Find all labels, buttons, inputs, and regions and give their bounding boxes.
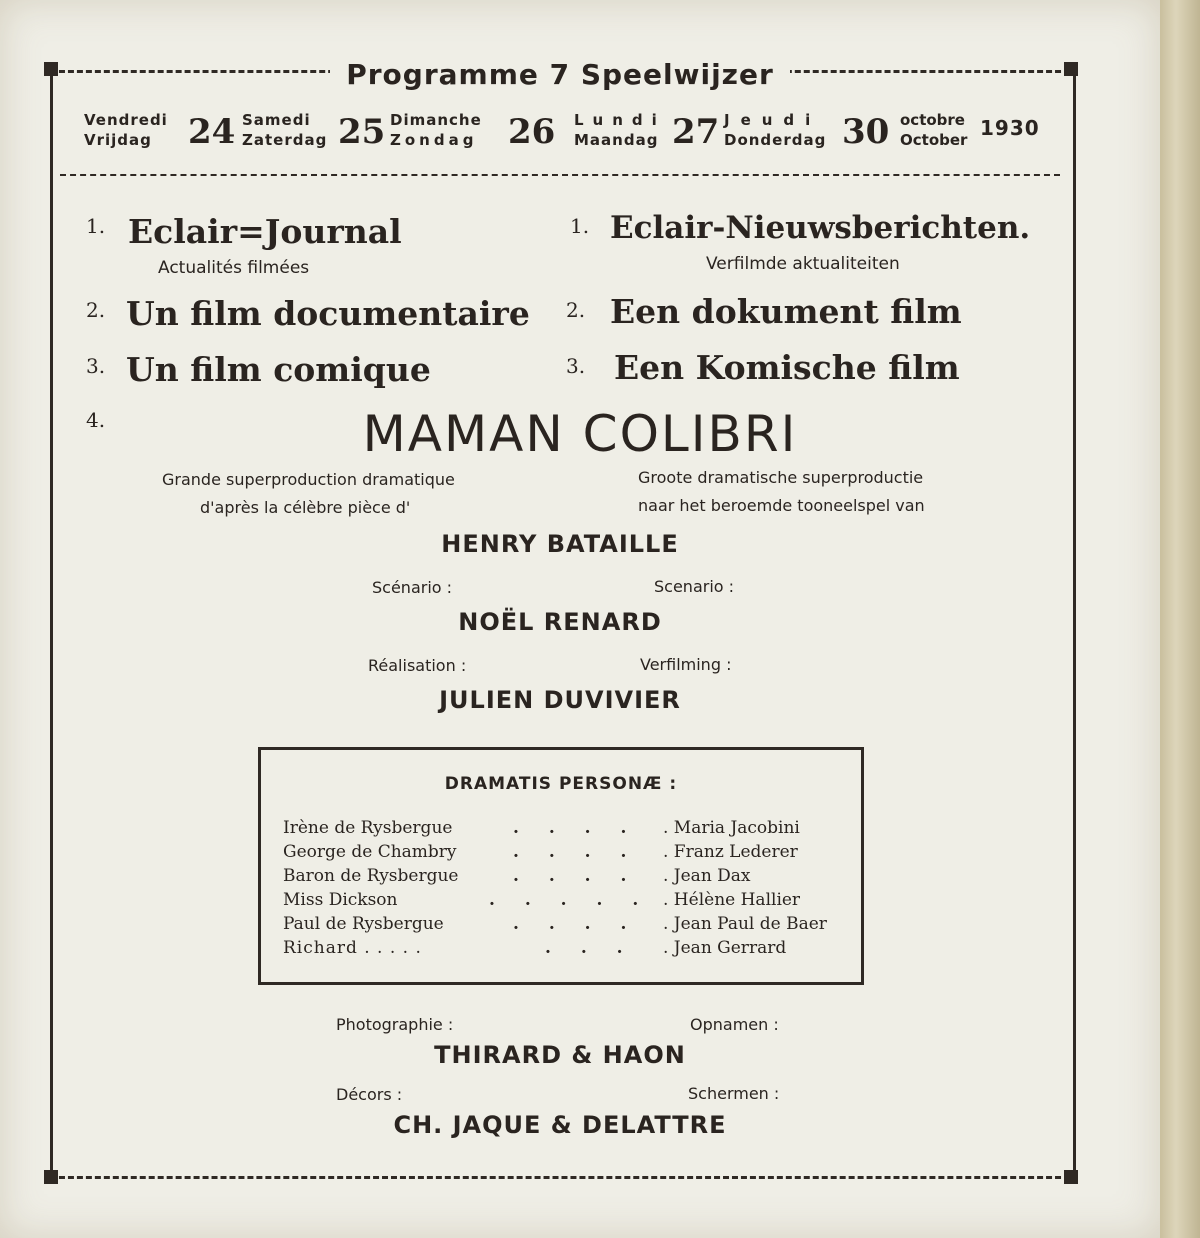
cast-row bbox=[283, 818, 843, 842]
day-nl: Maandag bbox=[574, 131, 659, 149]
photo-label-fr: Photographie : bbox=[336, 1015, 454, 1034]
cast-row bbox=[283, 938, 843, 962]
cast-actor: . Jean Dax bbox=[663, 866, 751, 886]
cast-role: Miss Dickson bbox=[283, 890, 398, 910]
item-number: 2. bbox=[566, 298, 586, 322]
cast-actor: . Jean Paul de Baer bbox=[663, 914, 827, 934]
cast-box bbox=[258, 747, 864, 985]
cast-role: Paul de Rysbergue bbox=[283, 914, 444, 934]
programme-title: Programme 7 Speelwijzer bbox=[330, 58, 790, 91]
item-number: 4. bbox=[86, 408, 106, 432]
item-title-fr: Eclair=Journal bbox=[128, 212, 402, 251]
item-number: 2. bbox=[86, 298, 106, 322]
cast-actor: . Hélène Hallier bbox=[663, 890, 801, 910]
corner-ornament-bottom-left bbox=[44, 1170, 58, 1184]
month-nl: October bbox=[900, 131, 968, 149]
scenario-label-fr: Scénario : bbox=[372, 578, 453, 597]
item-number: 1. bbox=[86, 214, 106, 238]
decor-label-fr: Décors : bbox=[336, 1085, 403, 1104]
feature-desc-fr: Grande superproduction dramatique bbox=[162, 470, 455, 489]
cast-row bbox=[283, 842, 843, 866]
feature-title: MAMAN COLIBRI bbox=[362, 405, 798, 463]
feature-desc-nl: naar het beroemde tooneelspel van bbox=[638, 496, 925, 515]
cast-role: Richard . . . . . bbox=[283, 938, 422, 958]
cast-dots: . . . . bbox=[513, 914, 639, 934]
item-subtitle-nl: Verfilmde aktualiteiten bbox=[706, 254, 900, 274]
cast-actor: . Jean Gerrard bbox=[663, 938, 787, 958]
photographers-name: THIRARD & HAON bbox=[434, 1041, 686, 1069]
header-rule bbox=[60, 174, 1060, 176]
day-nl: Vrijdag bbox=[84, 131, 152, 149]
day-nl: Zondag bbox=[390, 131, 478, 149]
day-nl: Zaterdag bbox=[242, 131, 328, 149]
item-number: 3. bbox=[86, 354, 106, 378]
item-title-fr: Un film documentaire bbox=[126, 294, 530, 333]
cast-dots: . . . . bbox=[513, 842, 639, 862]
direction-label-nl: Verfilming : bbox=[640, 655, 732, 674]
cast-row bbox=[283, 866, 843, 890]
cast-row bbox=[283, 914, 843, 938]
day-fr: Jeudi bbox=[724, 111, 822, 129]
day-fr: Lundi bbox=[574, 111, 666, 129]
direction-label-fr: Réalisation : bbox=[368, 656, 467, 675]
month bbox=[900, 110, 967, 150]
item-number: 3. bbox=[566, 354, 586, 378]
date-number: 25 bbox=[338, 112, 386, 152]
cast-title: DRAMATIS PERSONÆ : bbox=[444, 774, 678, 794]
day-nl: Donderdag bbox=[724, 131, 827, 149]
item-subtitle-fr: Actualités filmées bbox=[158, 258, 310, 278]
date-number: 27 bbox=[672, 112, 720, 152]
cast-role: Irène de Rysbergue bbox=[283, 818, 453, 838]
author-name: HENRY BATAILLE bbox=[441, 530, 679, 558]
day-fr: Dimanche bbox=[390, 111, 482, 129]
day-samedi bbox=[242, 110, 327, 150]
item-title-nl: Een dokument film bbox=[610, 292, 962, 331]
cast-dots: . . . . bbox=[513, 866, 639, 886]
cast-role: George de Chambry bbox=[283, 842, 457, 862]
bottom-rule bbox=[50, 1176, 1070, 1179]
cast-dots: . . . . . bbox=[489, 890, 651, 910]
date-number: 26 bbox=[508, 112, 556, 152]
corner-ornament-top-left bbox=[44, 62, 58, 76]
feature-desc-nl: Groote dramatische superproductie bbox=[638, 468, 924, 487]
date-number: 30 bbox=[842, 112, 890, 152]
cast-row bbox=[283, 890, 843, 914]
cast-dots: . . . . bbox=[513, 818, 639, 838]
year: 1930 bbox=[980, 116, 1040, 140]
day-jeudi bbox=[724, 110, 826, 150]
cast-role: Baron de Rysbergue bbox=[283, 866, 459, 886]
director-name: JULIEN DUVIVIER bbox=[439, 686, 681, 714]
item-number: 1. bbox=[570, 214, 590, 238]
scenarist-name: NOËL RENARD bbox=[458, 608, 662, 636]
day-fr: Samedi bbox=[242, 111, 311, 129]
item-title-nl: Eclair-Nieuwsberichten. bbox=[610, 210, 1031, 246]
photo-label-nl: Opnamen : bbox=[690, 1015, 779, 1034]
cast-actor: . Franz Lederer bbox=[663, 842, 798, 862]
month-fr: octobre bbox=[900, 111, 965, 129]
scenario-label-nl: Scenario : bbox=[654, 577, 735, 596]
date-number: 24 bbox=[188, 112, 236, 152]
cast-actor: . Maria Jacobini bbox=[663, 818, 800, 838]
corner-ornament-bottom-right bbox=[1064, 1170, 1078, 1184]
item-title-fr: Un film comique bbox=[126, 350, 431, 389]
corner-ornament-top-right bbox=[1064, 62, 1078, 76]
item-title-nl: Een Komische film bbox=[614, 348, 960, 387]
feature-desc-fr: d'après la célèbre pièce d' bbox=[200, 498, 411, 517]
paper-edge bbox=[1160, 0, 1200, 1238]
day-fr: Vendredi bbox=[84, 111, 168, 129]
day-vendredi bbox=[84, 110, 168, 150]
day-dimanche bbox=[390, 110, 482, 150]
cast-dots: . . . bbox=[545, 938, 635, 958]
decorators-name: CH. JAQUE & DELATTRE bbox=[393, 1111, 727, 1139]
day-lundi bbox=[574, 110, 666, 150]
decor-label-nl: Schermen : bbox=[688, 1084, 780, 1103]
